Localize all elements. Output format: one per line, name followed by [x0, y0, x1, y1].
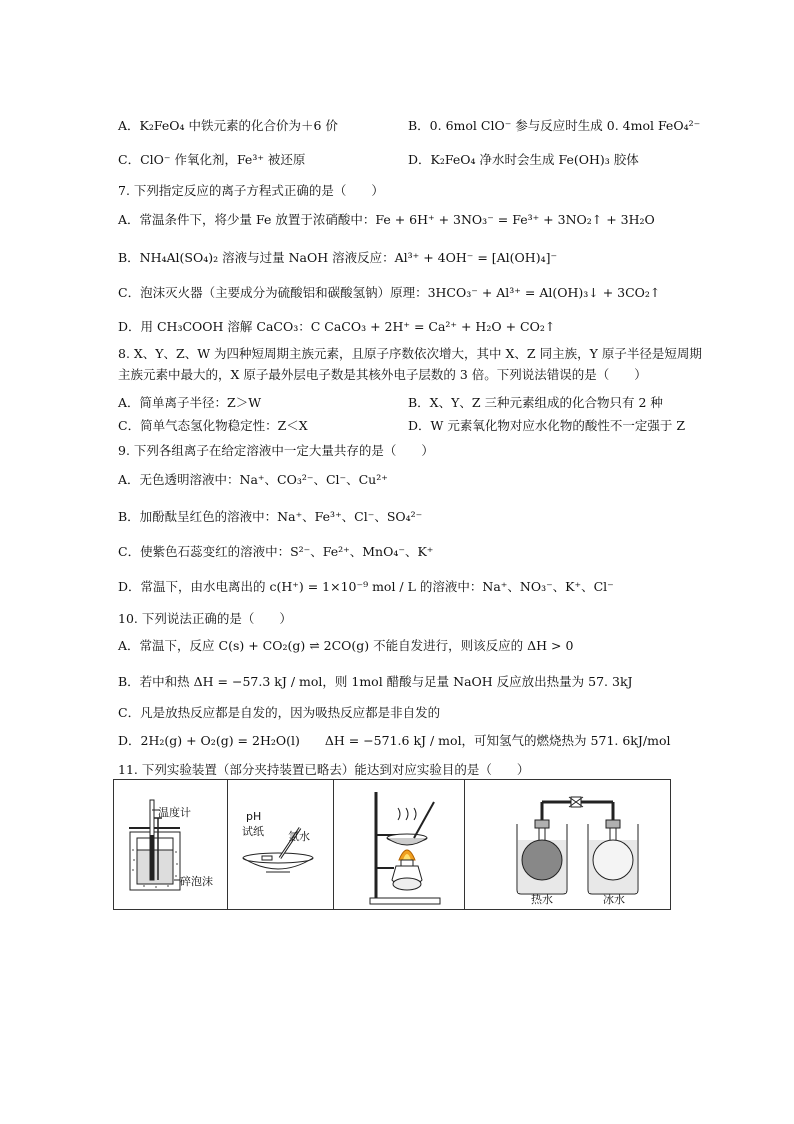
- q8-option-b: B．X、Y、Z 三种元素组成的化合物只有 2 种: [408, 395, 663, 410]
- q10-option-d: D．2H₂(g) + O₂(g) = 2H₂O(l) ΔH = −571.6 kJ / mol，可知氢气的燃烧热为 571. 6kJ/mol: [118, 733, 671, 748]
- foam-label: 碎泡沫: [180, 875, 213, 888]
- figure-evaporation: [334, 780, 465, 909]
- q6-option-a: A．K₂FeO₄ 中铁元素的化合价为＋6 价: [118, 118, 338, 133]
- q8-option-d: D．W 元素氧化物对应水化物的酸性不一定强于 Z: [408, 418, 686, 433]
- q7-stem: 7. 下列指定反应的离子方程式正确的是（ ）: [118, 183, 384, 198]
- q8-stem-line2: 主族元素中最大的，X 原子最外层电子数是其核外电子层数的 3 倍。下列说法错误的是（ ）: [118, 367, 647, 382]
- experiment-figure-row: [113, 779, 671, 910]
- thermometer-label: 温度计: [158, 806, 191, 819]
- q7-option-b: B．NH₄Al(SO₄)₂ 溶液与过量 NaOH 溶液反应：Al³⁺ + 4OH⁻ = [Al(OH)₄]⁻: [118, 250, 558, 265]
- q10-stem: 10. 下列说法正确的是（ ）: [118, 611, 292, 626]
- q9-option-b: B．加酚酞呈红色的溶液中：Na⁺、Fe³⁺、Cl⁻、SO₄²⁻: [118, 509, 423, 524]
- q7-option-d: D．用 CH₃COOH 溶解 CaCO₃：C CaCO₃ + 2H⁺ = Ca²⁺ + H₂O + CO₂↑: [118, 319, 556, 334]
- q10-option-c: C．凡是放热反应都是自发的，因为吸热反应都是非自发的: [118, 705, 441, 720]
- calorimeter-drawing: [114, 780, 227, 909]
- q9-option-c: C．使紫色石蕊变红的溶液中：S²⁻、Fe²⁺、MnO₄⁻、K⁺: [118, 544, 434, 559]
- q6-option-d: D．K₂FeO₄ 净水时会生成 Fe(OH)₃ 胶体: [408, 152, 639, 167]
- equilibrium-flasks-drawing: [465, 780, 671, 909]
- ice-water-label: 冰水: [603, 893, 625, 906]
- figure-calorimeter: [114, 780, 228, 909]
- q11-stem: 11. 下列实验装置（部分夹持装置已略去）能达到对应实验目的是（ ）: [118, 762, 530, 777]
- q7-option-a: A．常温条件下，将少量 Fe 放置于浓硝酸中：Fe + 6H⁺ + 3NO₃⁻ = Fe³⁺ + 3NO₂↑ + 3H₂O: [118, 212, 655, 227]
- q9-stem: 9. 下列各组离子在给定溶液中一定大量共存的是（ ）: [118, 443, 434, 458]
- q8-stem-line1: 8. X、Y、Z、W 为四种短周期主族元素，且原子序数依次增大，其中 X、Z 同主族，Y 原子半径是短周期: [118, 346, 702, 361]
- evaporation-drawing: [334, 780, 464, 909]
- q8-option-c: C．简单气态氢化物稳定性：Z＜X: [118, 418, 308, 433]
- test-paper-label: 试纸: [242, 825, 264, 838]
- hot-water-label: 热水: [531, 893, 553, 906]
- q9-option-a: A．无色透明溶液中：Na⁺、CO₃²⁻、Cl⁻、Cu²⁺: [118, 472, 388, 487]
- q8-option-a: A．简单离子半径：Z＞W: [118, 395, 262, 410]
- figure-ph-test: [228, 780, 334, 909]
- ph-test-drawing: [228, 780, 333, 909]
- q6-option-c: C．ClO⁻ 作氧化剂，Fe³⁺ 被还原: [118, 152, 306, 167]
- ph-label: pH: [246, 810, 262, 823]
- q10-option-b: B．若中和热 ΔH = −57.3 kJ / mol，则 1mol 醋酸与足量 NaOH 反应放出热量为 57. 3kJ: [118, 674, 633, 689]
- q6-option-b: B．0. 6mol ClO⁻ 参与反应时生成 0. 4mol FeO₄²⁻: [408, 118, 701, 133]
- chlorine-water-label: 氯水: [288, 830, 310, 843]
- q7-option-c: C．泡沫灭火器（主要成分为硫酸铝和碳酸氢钠）原理：3HCO₃⁻ + Al³⁺ = Al(OH)₃↓ + 3CO₂↑: [118, 285, 661, 300]
- q9-option-d: D．常温下，由水电离出的 c(H⁺) = 1×10⁻⁹ mol / L 的溶液中：Na⁺、NO₃⁻、K⁺、Cl⁻: [118, 579, 614, 594]
- q10-option-a: A．常温下，反应 C(s) + CO₂(g) ⇌ 2CO(g) 不能自发进行，则该反应的 ΔH > 0: [118, 638, 574, 653]
- figure-equilibrium-flasks: [465, 780, 671, 909]
